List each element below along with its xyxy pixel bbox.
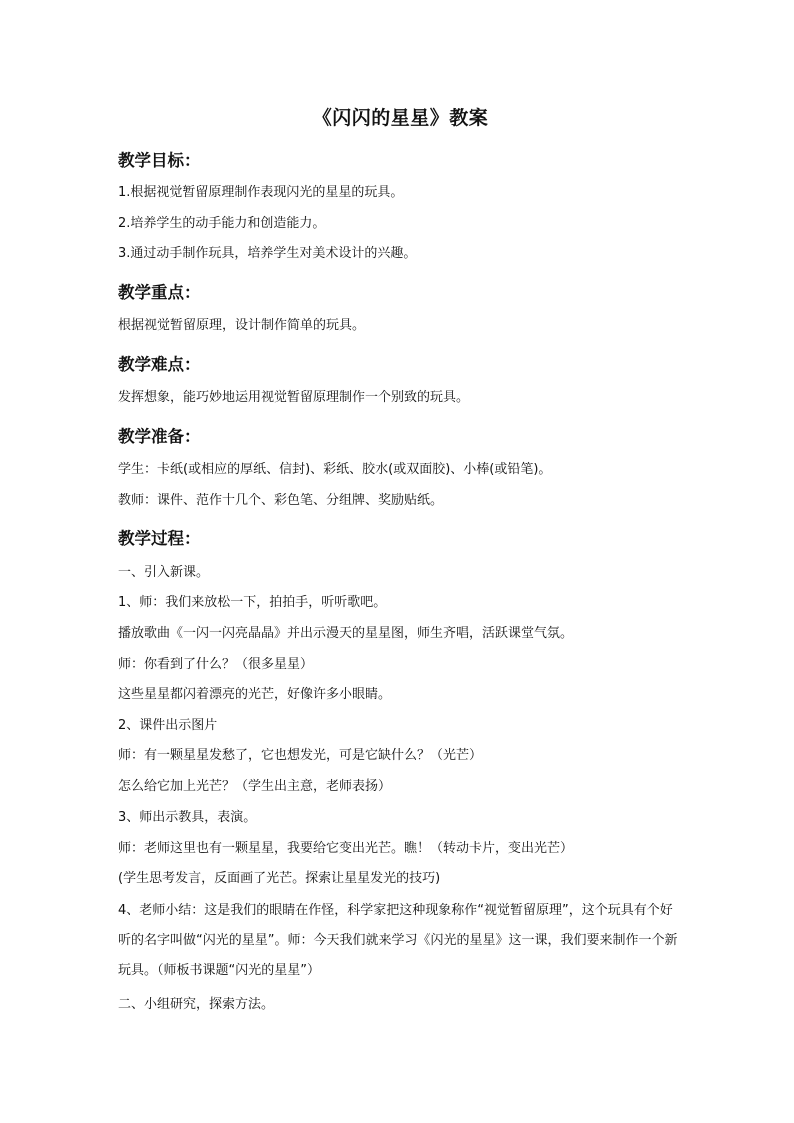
goal-item: 2.培养学生的动手能力和创造能力。	[118, 216, 326, 231]
preparation-item-teacher: 教师：课件、范作十几个、彩色笔、分组牌、奖励贴纸。	[118, 493, 444, 508]
process-item: 一、引入新课。	[118, 565, 210, 580]
process-item: 1、师：我们来放松一下，拍拍手，听听歌吧。	[118, 595, 387, 610]
goal-item: 1.根据视觉暂留原理制作表现闪光的星星的玩具。	[118, 185, 404, 200]
page-title: 《闪闪的星星》教案	[312, 107, 489, 129]
goal-item: 3.通过动手制作玩具，培养学生对美术设计的兴趣。	[118, 246, 417, 261]
preparation-item-students: 学生：卡纸(或相应的厚纸、信封)、彩纸、胶水(或双面胶)、小棒(或铅笔)。	[118, 462, 552, 477]
process-item: 2、课件出示图片	[118, 718, 218, 733]
document-content	[118, 101, 683, 1020]
key-point-item: 根据视觉暂留原理，设计制作简单的玩具。	[118, 318, 366, 333]
process-item: 师：老师这里也有一颗星星，我要给它变出光芒。瞧！（转动卡片，变出光芒）	[118, 841, 574, 856]
section-heading-goals: 教学目标：	[118, 151, 201, 170]
process-item: 怎么给它加上光芒？（学生出主意，老师表扬）	[118, 779, 392, 794]
process-item: 这些星星都闪着漂亮的光芒，好像许多小眼睛。	[118, 687, 392, 702]
process-item: 3、师出示教具，表演。	[118, 810, 257, 825]
section-heading-preparation: 教学准备：	[118, 427, 201, 446]
process-item-summary: 4、老师小结：这是我们的眼睛在作怪，科学家把这种现象称作“视觉暂留原理”，这个玩具有个好听的名字叫做“闪光的星星”。师：今天我们就来学习《闪光的星星》这一课，我们要来制作一个新玩具。（师板书课题“闪光的星星”）	[118, 903, 678, 978]
process-item: (学生思考发言，反面画了光芒。探索让星星发光的技巧)	[118, 871, 441, 886]
process-item: 师：你看到了什么？（很多星星）	[118, 657, 314, 672]
section-heading-key-points: 教学重点：	[118, 283, 201, 302]
section-heading-process: 教学过程：	[118, 529, 201, 548]
process-item: 师：有一颗星星发愁了，它也想发光，可是它缺什么？（光芒）	[118, 748, 483, 763]
difficulty-item: 发挥想象，能巧妙地运用视觉暂留原理制作一个别致的玩具。	[118, 390, 470, 405]
section-heading-difficulties: 教学难点：	[118, 355, 201, 374]
process-item: 二、小组研究，探索方法。	[118, 997, 275, 1012]
process-item: 播放歌曲《一闪一闪亮晶晶》并出示漫天的星星图，师生齐唱，活跃课堂气氛。	[118, 626, 574, 641]
